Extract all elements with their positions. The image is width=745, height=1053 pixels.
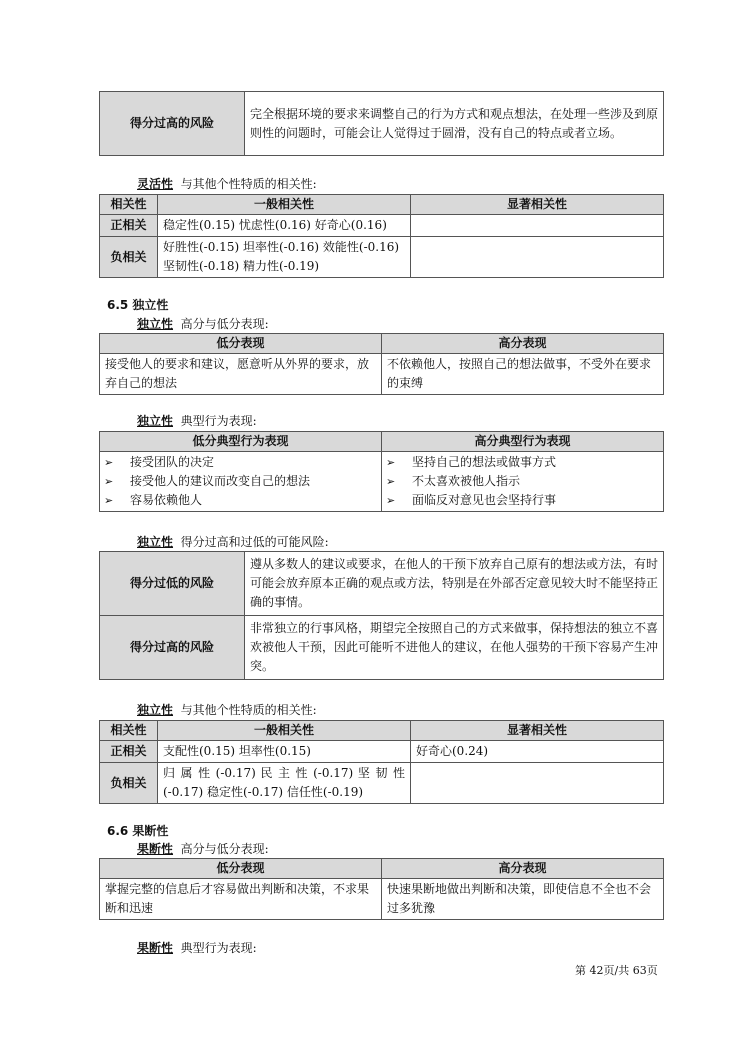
risk-high-label: 得分过高的风险 — [100, 616, 245, 680]
col-header: 低分典型行为表现 — [100, 432, 382, 452]
ind-risk-caption: 独立性 得分过高和过低的可能风险: — [137, 535, 329, 549]
section-heading: 6.6 果断性 — [107, 824, 169, 838]
row-label: 负相关 — [100, 763, 158, 804]
pos-general: 支配性(0.15) 坦率性(0.15) — [158, 741, 411, 763]
risk-low-label: 得分过低的风险 — [100, 552, 245, 616]
col-header: 低分表现 — [100, 334, 382, 354]
flex-corr-caption: 灵活性 与其他个性特质的相关性: — [137, 177, 317, 191]
pos-significant: 好奇心(0.24) — [411, 741, 664, 763]
ind-risk-table — [99, 551, 664, 680]
col-header: 高分典型行为表现 — [382, 432, 664, 452]
ind-corr-table — [99, 720, 664, 804]
risk-high-label: 得分过高的风险 — [100, 92, 245, 156]
list-item: ➢ 面临反对意见也会坚持行事 — [382, 491, 663, 510]
pos-significant — [411, 215, 664, 237]
page-footer: 第 42页/共 63页 — [575, 964, 658, 977]
list-item: ➢ 不太喜欢被他人指示 — [382, 472, 663, 491]
col-header: 高分表现 — [382, 859, 664, 879]
dec-hilo-caption: 果断性 高分与低分表现: — [137, 842, 269, 856]
col-header: 显著相关性 — [411, 195, 664, 215]
risk-table-top — [99, 91, 664, 156]
ind-corr-caption: 独立性 与其他个性特质的相关性: — [137, 703, 317, 717]
col-header: 高分表现 — [382, 334, 664, 354]
neg-significant — [411, 237, 664, 278]
list-item: ➢ 接受团队的决定 — [100, 453, 381, 472]
risk-low-text: 遵从多数人的建议或要求，在他人的干预下放弃自己原有的想法或方法，有时可能会放弃原本正确的观点或方法，特别是在外部否定意见较大时不能坚持正确的事情。 — [245, 552, 664, 616]
list-item: ➢ 容易依赖他人 — [100, 491, 381, 510]
flex-corr-table — [99, 194, 664, 278]
neg-significant — [411, 763, 664, 804]
risk-high-text: 完全根据环境的要求来调整自己的行为方式和观点想法，在处理一些涉及到原则性的问题时，可能会让人觉得过于圆滑，没有自己的特点或者立场。 — [245, 92, 664, 156]
col-header: 一般相关性 — [158, 195, 411, 215]
ind-hilo-table — [99, 333, 664, 395]
col-header: 显著相关性 — [411, 721, 664, 741]
col-header: 一般相关性 — [158, 721, 411, 741]
ind-typ-table — [99, 431, 664, 512]
col-header: 低分表现 — [100, 859, 382, 879]
row-label: 正相关 — [100, 741, 158, 763]
ind-typ-caption: 独立性 典型行为表现: — [137, 414, 257, 428]
ind-hilo-caption: 独立性 高分与低分表现: — [137, 317, 269, 331]
dec-typ-caption: 果断性 典型行为表现: — [137, 941, 257, 955]
neg-general: 好胜性(-0.15) 坦率性(-0.16) 效能性(-0.16) 坚韧性(-0.18) 精力性(-0.19) — [158, 237, 411, 278]
neg-general: 归 属 性 (-0.17) 民 主 性 (-0.17) 坚 韧 性 (-0.17) 稳定性(-0.17) 信任性(-0.19) — [158, 763, 411, 804]
high-score-text: 快速果断地做出判断和决策，即使信息不全也不会过多犹豫 — [382, 879, 664, 920]
list-item: ➢ 接受他人的建议而改变自己的想法 — [100, 472, 381, 491]
list-item: ➢ 坚持自己的想法或做事方式 — [382, 453, 663, 472]
low-score-text: 掌握完整的信息后才容易做出判断和决策，不求果断和迅速 — [100, 879, 382, 920]
col-header: 相关性 — [100, 721, 158, 741]
col-header: 相关性 — [100, 195, 158, 215]
row-label: 负相关 — [100, 237, 158, 278]
row-label: 正相关 — [100, 215, 158, 237]
low-score-text: 接受他人的要求和建议，愿意听从外界的要求，放弃自己的想法 — [100, 354, 382, 395]
pos-general: 稳定性(0.15) 忧虑性(0.16) 好奇心(0.16) — [158, 215, 411, 237]
high-score-text: 不依赖他人，按照自己的想法做事，不受外在要求的束缚 — [382, 354, 664, 395]
section-heading: 6.5 独立性 — [107, 298, 169, 312]
risk-high-text: 非常独立的行事风格，期望完全按照自己的方式来做事，保持想法的独立不喜欢被他人干预，因此可能听不进他人的建议，在他人强势的干预下容易产生冲突。 — [245, 616, 664, 680]
dec-hilo-table — [99, 858, 664, 920]
